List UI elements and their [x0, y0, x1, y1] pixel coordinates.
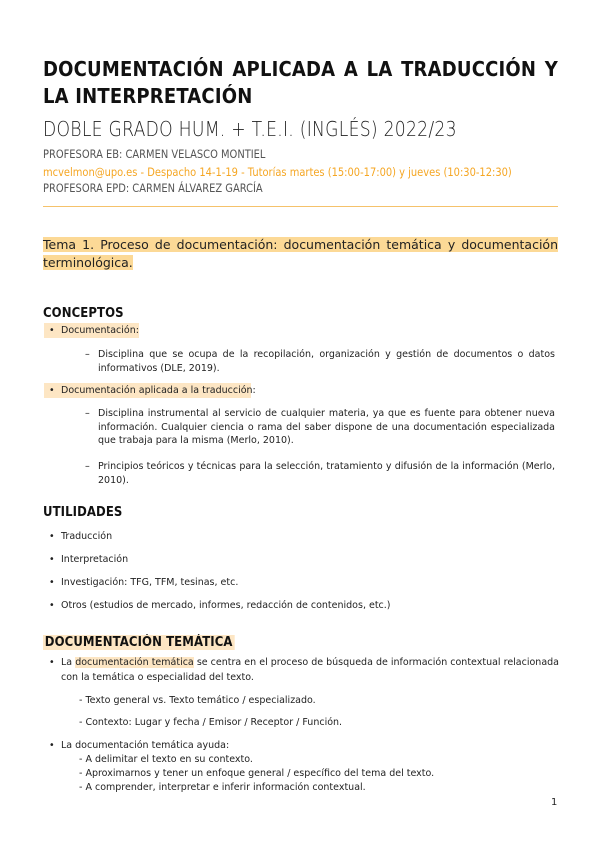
sub-item — [85, 460, 555, 487]
section-heading-tematica: DOCUMENTACIÓN TEMÁTICA — [44, 635, 233, 650]
tema-heading — [43, 236, 558, 272]
list-item — [49, 384, 256, 397]
sub-item — [85, 407, 555, 448]
list-item-label: Documentación: — [61, 325, 139, 336]
bullet-icon: • — [49, 740, 55, 751]
list-item-label: Otros (estudios de mercado, informes, redacción de contenidos, etc.) — [61, 600, 391, 611]
section-heading-conceptos: CONCEPTOS — [43, 306, 124, 321]
sub-item-text: Disciplina que se ocupa de la recopilación, organización y gestión de documentos o datos informativos (DLE, 2019). — [98, 349, 555, 374]
sub-item-text: Principios teóricos y técnicas para la selección, tratamiento y difusión de la información (Merlo, 2010). — [98, 461, 555, 486]
list-item-label: Documentación aplicada a la traducción: — [61, 385, 256, 396]
paragraph-text: se centra en el proceso de búsqueda de información contextual relacionada con la temática o especialidad del texto. — [61, 657, 559, 683]
section-heading-utilidades: UTILIDADES — [43, 505, 123, 520]
sub-item — [85, 348, 555, 375]
list-item-label: Interpretación — [61, 554, 129, 565]
bullet-icon: • — [49, 554, 55, 565]
list-item — [49, 553, 128, 566]
page-number: 1 — [551, 797, 558, 808]
document-subtitle: DOBLE GRADO HUM. + T.E.I. (INGLÉS) 2022/23 — [43, 117, 457, 141]
list-item — [49, 599, 391, 612]
professor-epd: PROFESORA EPD: CARMEN ÁLVAREZ GARCÍA — [43, 181, 263, 195]
tematica-line: - Texto general vs. Texto temático / especializado. — [79, 695, 316, 706]
list-item — [49, 530, 112, 543]
dash-icon: – — [85, 461, 90, 472]
tematica-line: - Contexto: Lugar y fecha / Emisor / Receptor / Función. — [79, 717, 343, 728]
tematica-line: - A comprender, interpretar e inferir información contextual. — [79, 782, 366, 793]
bullet-icon: • — [49, 600, 55, 611]
bullet-icon: • — [49, 577, 55, 588]
list-item-label: Investigación: TFG, TFM, tesinas, etc. — [61, 577, 239, 588]
bullet-icon: • — [49, 385, 55, 396]
sub-item-text: Disciplina instrumental al servicio de cualquier materia, ya que es fuente para obtener nueva información. Cualquier ciencia o rama del saber dispone de una documentación especializada que trabaja para la misma (Merlo, 2010). — [98, 408, 555, 446]
professor-eb: PROFESORA EB: CARMEN VELASCO MONTIEL — [43, 147, 266, 161]
list-item-label: Traducción — [61, 531, 113, 542]
tematica-paragraph — [61, 655, 559, 685]
tematica-line: - A delimitar el texto en su contexto. — [79, 754, 253, 765]
document-title: DOCUMENTACIÓN APLICADA A LA TRADUCCIÓN Y LA INTERPRETACIÓN — [43, 57, 558, 108]
paragraph-text: La — [61, 657, 76, 668]
highlighted-term: documentación temática — [75, 657, 194, 668]
list-item — [49, 324, 139, 337]
tematica-paragraph: La documentación temática ayuda: — [61, 740, 230, 751]
list-item — [49, 576, 238, 589]
tema-text: Tema 1. Proceso de documentación: documentación temática y documentación terminológica. — [43, 237, 558, 270]
dash-icon: – — [85, 408, 90, 419]
bullet-icon: • — [49, 325, 55, 336]
dash-icon: – — [85, 349, 90, 360]
bullet-icon: • — [49, 657, 55, 668]
header-divider — [43, 206, 558, 207]
tematica-line: - Aproximarnos y tener un enfoque general / específico del tema del texto. — [79, 768, 435, 779]
contact-info: mcvelmon@upo.es - Despacho 14-1-19 - Tutorías martes (15:00-17:00) y jueves (10:30-12:30) — [43, 165, 512, 179]
bullet-icon: • — [49, 531, 55, 542]
